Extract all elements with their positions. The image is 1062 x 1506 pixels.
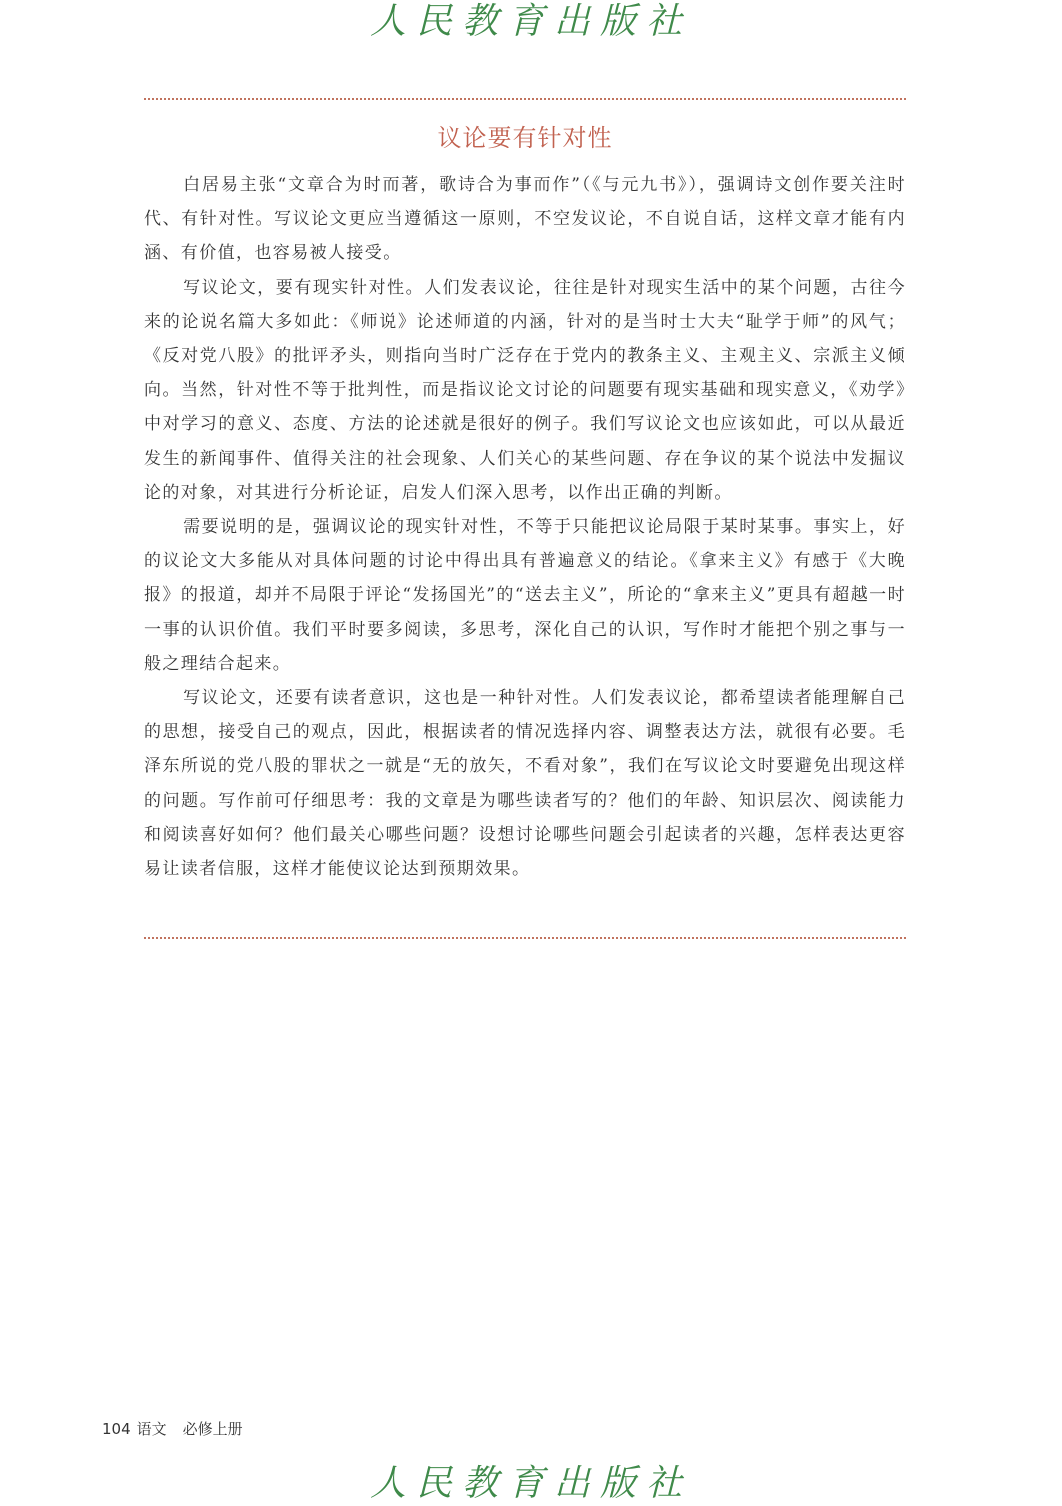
top-dotted-divider <box>144 98 906 100</box>
page-number: 104 <box>102 1420 131 1438</box>
bottom-dotted-divider <box>144 937 906 939</box>
paragraph-3: 需要说明的是，强调议论的现实针对性，不等于只能把议论局限于某时某事。事实上，好的议论文大多能从对具体问题的讨论中得出具有普遍意义的结论。《拿来主义》有感于《大晚报》的报道，却并不局限于评论“发扬国光”的“送去主义”，所论的“拿来主义”更具有超越一时一事的认识价值。我们平时要多阅读，多思考，深化自己的认识，写作时才能把个别之事与一般之理结合起来。 <box>144 517 906 674</box>
footer-volume: 必修上册 <box>182 1420 243 1438</box>
publisher-logo-bottom: 人民教育出版社 <box>369 1463 692 1504</box>
section-title: 议论要有针对性 <box>437 124 613 152</box>
page-footer <box>102 1418 243 1440</box>
footer-subject: 语文 <box>136 1420 167 1438</box>
article-body <box>144 168 906 886</box>
paragraph-4: 写议论文，还要有读者意识，这也是一种针对性。人们发表议论，都希望读者能理解自己的思想，接受自己的观点，因此，根据读者的情况选择内容、调整表达方法，就很有必要。毛泽东所说的党八股的罪状之一就是“无的放矢，不看对象”，我们在写议论文时要避免出现这样的问题。写作前可仔细思考：我的文章是为哪些读者写的？他们的年龄、知识层次、阅读能力和阅读喜好如何？他们最关心哪些问题？设想讨论哪些问题会引起读者的兴趣，怎样表达更容易让读者信服，这样才能使议论达到预期效果。 <box>144 688 906 880</box>
publisher-logo-top: 人民教育出版社 <box>369 1 692 42</box>
paragraph-2: 写议论文，要有现实针对性。人们发表议论，往往是针对现实生活中的某个问题，古往今来的论说名篇大多如此：《师说》论述师道的内涵，针对的是当时士大夫“耻学于师”的风气；《反对党八股》的批评矛头，则指向当时广泛存在于党内的教条主义、主观主义、宗派主义倾向。当然，针对性不等于批判性，而是指议论文讨论的问题要有现实基础和现实意义，《劝学》中对学习的意义、态度、方法的论述就是很好的例子。我们写议论文也应该如此，可以从最近发生的新闻事件、值得关注的社会现象、人们关心的某些问题、存在争议的某个说法中发掘议论的对象，对其进行分析论证，启发人们深入思考，以作出正确的判断。 <box>144 277 906 503</box>
paragraph-1: 白居易主张“文章合为时而著，歌诗合为事而作”（《与元九书》），强调诗文创作要关注时代、有针对性。写议论文更应当遵循这一原则，不空发议论，不自说自话，这样文章才能有内涵、有价值，也容易被人接受。 <box>144 175 906 264</box>
